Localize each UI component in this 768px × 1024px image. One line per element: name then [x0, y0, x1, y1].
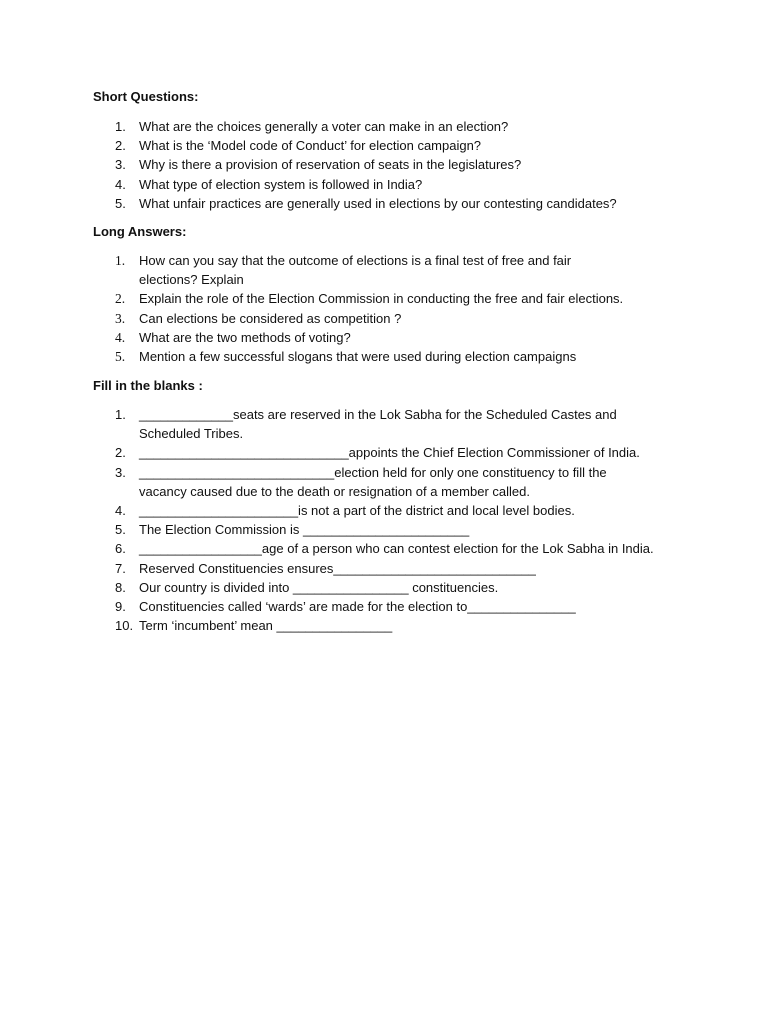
item-text: Explain the role of the Election Commission in conducting the free and fair elections.: [139, 291, 624, 307]
section-heading-fill-in-the-blanks: Fill in the blanks :: [93, 378, 203, 393]
list-item: [0, 194, 768, 213]
item-number: 3.: [115, 310, 126, 326]
item-text: Term ‘incumbent’ mean ________________: [139, 618, 393, 634]
item-text: What are the choices generally a voter can make in an election?: [139, 119, 509, 134]
item-number: 4.: [115, 329, 126, 345]
list-item: [0, 616, 768, 635]
item-number: 9.: [115, 599, 126, 615]
item-number: 8.: [115, 579, 126, 595]
item-text: Can elections be considered as competition ?: [139, 310, 402, 326]
list-item: [0, 175, 768, 194]
item-number: 1.: [115, 253, 126, 268]
list-item: [0, 501, 768, 520]
item-number: 4.: [115, 503, 126, 519]
item-number: 1.: [115, 119, 126, 134]
item-text: _____________seats are reserved in the Lok Sabha for the Scheduled Castes and Scheduled Tribes.: [139, 407, 617, 442]
long-answers-list: [0, 251, 768, 366]
item-number: 5.: [115, 349, 126, 365]
list-item: [0, 578, 768, 597]
short-questions-list: [0, 117, 768, 213]
list-item: [0, 309, 768, 328]
section-heading-short-questions: Short Questions:: [93, 89, 199, 104]
item-text: The Election Commission is _______________________: [139, 522, 470, 538]
item-number: 7.: [115, 560, 126, 576]
item-text: Mention a few successful slogans that were used during election campaigns: [139, 349, 577, 365]
list-item: [0, 520, 768, 539]
item-text: ___________________________election held for only one constituency to fill the vacancy caused due to the death or resignation of a member called.: [139, 464, 607, 499]
list-item: [0, 155, 768, 174]
list-item: [0, 559, 768, 578]
list-item: [0, 597, 768, 616]
item-text: What is the ‘Model code of Conduct’ for election campaign?: [139, 138, 482, 154]
item-text: What unfair practices are generally used in elections by our contesting candidates?: [139, 195, 617, 211]
item-text: What type of election system is followed in India?: [139, 176, 423, 192]
item-number: 5.: [115, 195, 126, 211]
item-text: Our country is divided into ________________ constituencies.: [139, 579, 499, 595]
item-text: How can you say that the outcome of elections is a final test of free and fair elections? Explain: [139, 253, 572, 288]
item-number: 6.: [115, 541, 126, 557]
list-item: [0, 405, 768, 443]
item-text: What are the two methods of voting?: [139, 329, 351, 345]
list-item: [0, 251, 768, 289]
item-number: 2.: [115, 291, 126, 307]
item-text: ______________________is not a part of the district and local level bodies.: [139, 503, 575, 519]
fill-in-blanks-list: [0, 405, 768, 635]
item-text: Constituencies called ‘wards’ are made for the election to_______________: [139, 599, 576, 615]
list-item: [0, 539, 768, 558]
list-item: [0, 347, 768, 366]
item-number: 2.: [115, 138, 126, 154]
item-number: 2.: [115, 445, 126, 461]
section-heading-long-answers: Long Answers:: [93, 224, 187, 239]
list-item: [0, 136, 768, 155]
item-text: Reserved Constituencies ensures____________________________: [139, 560, 536, 576]
item-number: 10.: [115, 618, 134, 634]
list-item: [0, 443, 768, 462]
list-item: [0, 463, 768, 501]
list-item: [0, 328, 768, 347]
item-text: _________________age of a person who can contest election for the Lok Sabha in India.: [139, 541, 654, 557]
item-number: 4.: [115, 176, 126, 192]
item-number: 3.: [115, 464, 126, 480]
item-number: 3.: [115, 157, 126, 173]
item-number: 5.: [115, 522, 126, 538]
item-number: 1.: [115, 407, 126, 422]
item-text: Why is there a provision of reservation of seats in the legislatures?: [139, 157, 522, 173]
list-item: [0, 289, 768, 308]
list-item: [0, 117, 768, 136]
item-text: _____________________________appoints the Chief Election Commissioner of India.: [139, 445, 640, 461]
